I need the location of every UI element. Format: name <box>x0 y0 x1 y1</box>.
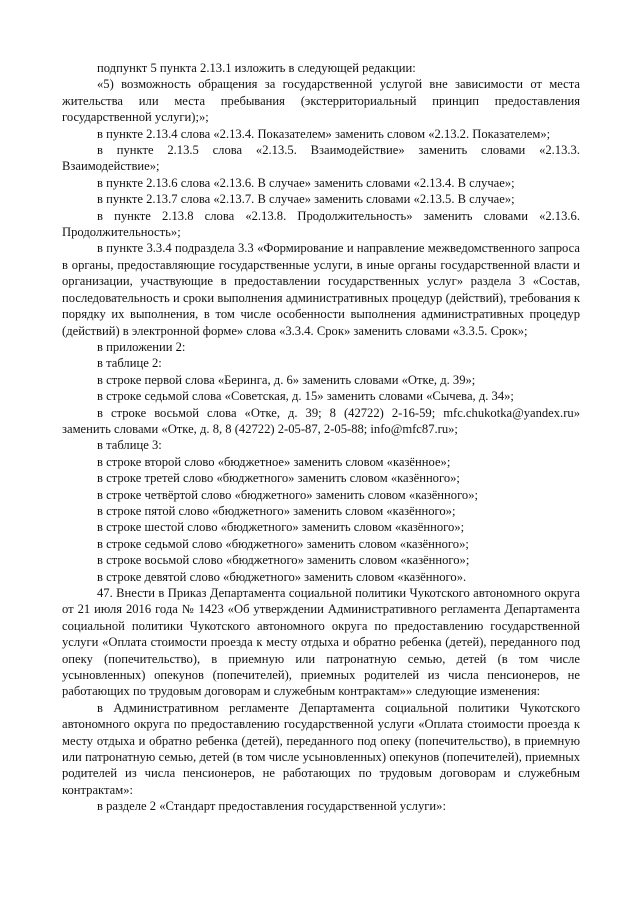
paragraph: в строке седьмой слово «бюджетного» заменить словом «казённого»; <box>97 536 469 551</box>
paragraph: в строке седьмой слова «Советская, д. 15» заменить словами «Сычева, д. 34»; <box>97 389 514 404</box>
paragraph: в таблице 3: <box>97 438 162 453</box>
paragraph: в строке третей слово «бюджетного» заменить словом «казённого»; <box>97 471 460 486</box>
paragraph: в пункте 2.13.6 слова «2.13.6. В случае» заменить словами «2.13.4. В случае»; <box>97 175 515 190</box>
paragraph: в строке шестой слово «бюджетного» заменить словом «казённого»; <box>97 520 465 535</box>
paragraph: в пункте 2.13.4 слова «2.13.4. Показателем» заменить словом «2.13.2. Показателем»; <box>97 126 551 141</box>
paragraph: в разделе 2 «Стандарт предоставления государственной услуги»: <box>97 799 446 814</box>
paragraph: в пункте 2.13.8 слова «2.13.8. Продолжительность» заменить словами «2.13.6. Продолжительность»; <box>62 208 580 240</box>
paragraph: в строке восьмой слово «бюджетного» заменить словом «казённого»; <box>97 553 470 568</box>
paragraph: в приложении 2: <box>97 339 186 354</box>
paragraph: в строке девятой слово «бюджетного» заменить словом «казённого». <box>97 569 467 584</box>
paragraph: в строке пятой слово «бюджетного» заменить словом «казённого»; <box>97 503 456 518</box>
paragraph: подпункт 5 пункта 2.13.1 изложить в следующей редакции: <box>97 61 416 75</box>
paragraph: в пункте 2.13.5 слова «2.13.5. Взаимодействие» заменить словами «2.13.3. Взаимодействие»; <box>62 143 580 174</box>
paragraph: в строке четвёртой слово «бюджетного» заменить словом «казённого»; <box>97 487 479 502</box>
paragraph: в пункте 3.3.4 подраздела 3.3 «Формирование и направление межведомственного запроса в органы, предоставляющие государственные услуги, в иные органы государственной власти и организации, участвующие в предоставлении государственных услуг» раздела 3 «Состав, последовательность и сроки выполнения административных процедур (действий), требования к порядку их выполнения, в том числе особенности выполнения административных процедур (действий) в электронной форме» слова «3.3.4. Срок» заменить словами «3.3.5. Срок»; <box>62 241 580 338</box>
paragraph: 47. Внести в Приказ Департамента социальной политики Чукотского автономного округа от 21 июля 2016 года № 1423 «Об утверждении Административного регламента Департамента социальной политики Чукотского автономного округа по предоставлению государственной услуги «Оплата стоимости проезда к месту отдыха и обратно ребенка (детей), переданного под опеку (попечительство), в приемную или патронатную семью, детей (в том числе усыновленных) опекунов (попечителей), приемных родителей из числа пенсионеров, не работающих по трудовым договорам и служебным контрактам»» следующие изменения: <box>62 586 580 699</box>
paragraph: в строке восьмой слова «Отке, д. 39; 8 (42722) 2-16-59; mfc.chukotka@yandex.ru» заменить словами «Отке, д. 8, 8 (42722) 2-05-87, 2-05-88; info@mfc87.ru»; <box>62 405 580 436</box>
paragraph: в строке второй слово «бюджетное» заменить словом «казённое»; <box>97 454 451 469</box>
paragraph: в Административном регламенте Департамента социальной политики Чукотского автономного округа по предоставлению государственной услуги «Оплата стоимости проезда к месту отдыха и обратно ребенка (детей), переданного под опеку (попечительство), в приемную или патронатную семью, детей (в том числе усыновленных) опекунов (попечителей), приемных родителей из числа пенсионеров, не работающих по трудовым договорам и служебным контрактам»: <box>62 700 580 797</box>
paragraph: в пункте 2.13.7 слова «2.13.7. В случае» заменить словами «2.13.5. В случае»; <box>97 192 515 207</box>
paragraph: в строке первой слова «Беринга, д. 6» заменить словами «Отке, д. 39»; <box>97 372 476 387</box>
paragraph: в таблице 2: <box>97 356 162 371</box>
paragraph: «5) возможность обращения за государственной услугой вне зависимости от места жительства или места пребывания (экстерриториальный принцип предоставления государственной услуги);»; <box>62 77 580 125</box>
document-page <box>62 60 580 815</box>
